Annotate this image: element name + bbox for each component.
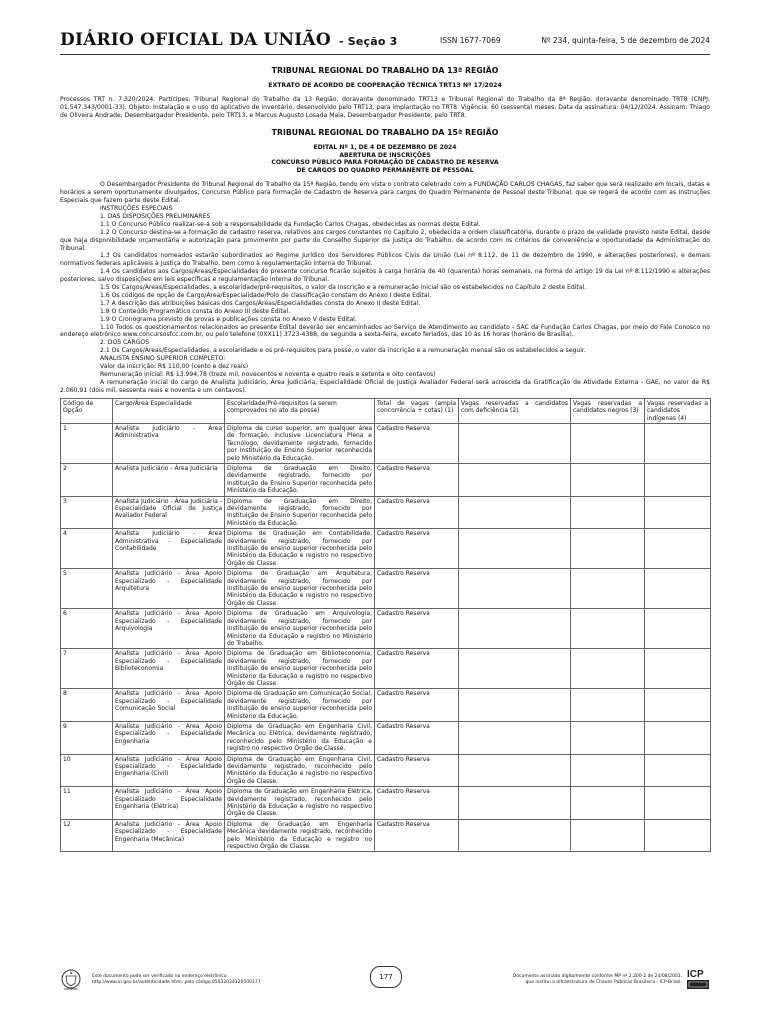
cell-vagas-indigenas [645, 721, 711, 754]
cell-code: 10 [61, 754, 113, 787]
cell-vagas-deficiencia [459, 649, 571, 689]
cell-vagas-deficiencia [459, 569, 571, 609]
cell-total-vagas: Cadastro Reserva [375, 787, 459, 820]
cell-escolaridade: Diploma de Graduação em Contabilidade, devidamente registrado, fornecido por instituição de ensino superior reconhecida pelo Ministério da Educação e registro no respectivo Órgão de Classe. [225, 529, 375, 569]
cell-vagas-negros [571, 463, 645, 496]
cell-escolaridade: Diploma de Graduação em Arquitetura, devidamente registrado, fornecido por instituição de ensino superior reconhecida pelo Ministério da Educação e registro no respectivo Órgão de Classe. [225, 569, 375, 609]
cell-total-vagas: Cadastro Reserva [375, 529, 459, 569]
col-header: Cargo/Área Especialidade [113, 398, 225, 423]
cell-vagas-negros [571, 819, 645, 852]
coat-of-arms-icon [60, 968, 82, 992]
verification-line-2: http://www.in.gov.br/autenticidade.html, pelo código 05032024120500177 [92, 980, 261, 985]
edital-intro: O Desembargador Presidente do Tribunal Regional do Trabalho da 15ª Região, tendo em vista o contrato celebrado com a FUNDAÇÃO CARLOS CHAGAS, faz saber que será realizado em locais, datas e horários a serem oportunamente divulgados, Concurso Público para formação de Cadastro de Reserva para cargos do Quadro Permanente de Pessoal deste Tribunal, que se regerá de acordo com as Instruções Especiais que fazem parte deste Edital. [60, 181, 710, 205]
remuneracao-inicial: Remuneração inicial: R$ 13.994,78 (treze mil, novecentos e noventa e quatro reais e setenta e oito centavos) [100, 371, 436, 378]
cell-vagas-deficiencia [459, 754, 571, 787]
page-content [60, 62, 710, 852]
table-row [61, 819, 711, 852]
cell-total-vagas: Cadastro Reserva [375, 609, 459, 649]
cell-escolaridade: Diploma de Graduação em Engenharia Civil, Mecânica ou Elétrica, devidamente registrado, reconhecido pelo Ministério da Educação e registro no respectivo Órgão de Classe. [225, 721, 375, 754]
cell-vagas-indigenas [645, 423, 711, 463]
journal-title: DIÁRIO OFICIAL DA UNIÃO - Seção 3 [60, 30, 398, 50]
cell-code: 4 [61, 529, 113, 569]
item-1-10: 1.10 Todos os questionamentos relacionados ao presente Edital deverão ser encaminhados ao Serviço de Atendimento ao candidato - SAC da Fundação Carlos Chagas, por meio do Fale Conosco no endereço eletrônico www.concursosfcc.com.br, ou pelo telefone (0XX11) 3723-4388, de segunda a sexta-feira, exceto feriados, das 10 às 16 horas (horário de Brasília). [60, 323, 710, 339]
instrucoes-heading: INSTRUÇÕES ESPECIAIS [100, 204, 173, 212]
cell-cargo: Analista Judiciário - Área Apoio Especializado - Especialidade Comunicação Social [113, 689, 225, 722]
cell-escolaridade: Diploma de Graduação em Direito, devidamente registrado, fornecido por Instituição de Ensino Superior reconhecida pelo Ministério da Educação. [225, 496, 375, 529]
cell-vagas-negros [571, 649, 645, 689]
table-row [61, 423, 711, 463]
cell-vagas-deficiencia [459, 463, 571, 496]
valor-inscricao: Valor da inscrição: R$ 110,00 (cento e dez reais) [100, 363, 249, 371]
cell-code: 6 [61, 609, 113, 649]
col-header: Vagas reservadas a candidatos negros (3) [571, 398, 645, 423]
cell-cargo: Analista Judiciário - Área Apoio Especializado - Especialidade Arquitetura [113, 569, 225, 609]
cell-escolaridade: Diploma de Graduação em Biblioteconomia, devidamente registrado, fornecido por instituição de ensino superior reconhecida pelo Ministério da Educação e registro no respectivo Órgão de Classe. [225, 649, 375, 689]
table-row [61, 754, 711, 787]
cell-vagas-indigenas [645, 463, 711, 496]
cell-cargo: Analista Judiciário - Área Judiciária [113, 463, 225, 496]
cell-code: 12 [61, 819, 113, 852]
table-row [61, 787, 711, 820]
cell-vagas-negros [571, 609, 645, 649]
cell-escolaridade: Diploma de Graduação em Arquivologia, devidamente registrado, fornecido por instituição de ensino superior reconhecida pelo Ministério da Educação e registro no Ministério do Trabalho. [225, 609, 375, 649]
cell-escolaridade: Diploma de Graduação em Engenharia Mecânica devidamente registrado, reconhecido pelo Ministério da Educação e registro no respectivo Órgão de Classe. [225, 819, 375, 852]
cell-total-vagas: Cadastro Reserva [375, 689, 459, 722]
table-row [61, 529, 711, 569]
cell-escolaridade: Diploma de Graduação em Direito, devidamente registrado, fornecido por Instituição de Ensino Superior reconhecida pelo Ministério da Educação. [225, 463, 375, 496]
cell-vagas-indigenas [645, 569, 711, 609]
edital-heading-3: CONCURSO PÚBLICO PARA FORMAÇÃO DE CADASTRO DE RESERVA [271, 159, 499, 167]
cell-cargo: Analista Judiciário - Área Apoio Especializado - Especialidade Engenharia (Mecânica) [113, 819, 225, 852]
cell-vagas-negros [571, 496, 645, 529]
cell-vagas-negros [571, 569, 645, 609]
cell-code: 3 [61, 496, 113, 529]
cell-cargo: Analista Judiciário - Área Apoio Especializado - Especialidade Engenharia (Elétrica) [113, 787, 225, 820]
cell-total-vagas: Cadastro Reserva [375, 569, 459, 609]
cell-vagas-negros [571, 721, 645, 754]
extrato-heading: EXTRATO DE ACORDO DE COOPERAÇÃO TÉCNICA TRT13 Nº 17/2024 [268, 82, 502, 89]
signature-line-1: Documento assinado digitalmente conforme MP nº 2.200-2 de 24/08/2001, [512, 974, 682, 979]
issue-number-date: Nº 234, quinta-feira, 5 de dezembro de 2024 [541, 36, 710, 45]
edital-heading-4: DE CARGOS DO QUADRO PERMANENTE DE PESSOAL [296, 167, 474, 175]
cell-vagas-deficiencia [459, 819, 571, 852]
org-heading-trt13: TRIBUNAL REGIONAL DO TRABALHO DA 13ª REGIÃO [271, 66, 499, 75]
cell-vagas-negros [571, 529, 645, 569]
col-header: Código de Opção [61, 398, 113, 423]
cell-code: 1 [61, 423, 113, 463]
col-header: Escolaridade/Pré-requisitos (a serem comprovados no ato da posse) [225, 398, 375, 423]
cell-escolaridade: Diploma de Graduação em Engenharia Civil, devidamente registrado, reconhecido pelo Ministério da Educação e registro no respectivo Órgão de Classe. [225, 754, 375, 787]
cell-vagas-indigenas [645, 496, 711, 529]
cell-vagas-deficiencia [459, 609, 571, 649]
cell-vagas-deficiencia [459, 787, 571, 820]
table-row [61, 649, 711, 689]
cell-escolaridade: Diploma de Graduação em Engenharia Elétrica, devidamente registrado, reconhecido pelo Ministério da Educação e registro no respectivo Órgão de Classe. [225, 787, 375, 820]
signature-note [442, 974, 682, 986]
edital-heading-2: ABERTURA DE INSCRIÇÕES [339, 151, 431, 159]
cell-vagas-negros [571, 689, 645, 722]
item-1-4: 1.4 Os candidatos aos Cargos/Áreas/Especialidades do presente concurso ficarão sujeitos à carga horária de 40 (quarenta) horas semanais, na forma do artigo 19 da Lei nº 8.112/1990 e alterações posteriores, salvo disposições em leis específicas e regulamentação interna do Tribunal. [60, 268, 710, 284]
cell-vagas-indigenas [645, 689, 711, 722]
table-header-row [61, 398, 711, 423]
cell-code: 9 [61, 721, 113, 754]
cell-total-vagas: Cadastro Reserva [375, 721, 459, 754]
cell-cargo: Analista Judiciário - Área Apoio Especializado - Especialidade Engenharia [113, 721, 225, 754]
remuneracao-gae: A remuneração inicial do cargo de Analista Judiciário, Área Judiciária, Especialidade Oficial de Justiça Avaliador Federal será acrescida da Gratificação de Atividade Externa - GAE, no valor de R$ 2.060,91 (dois mil, sessenta reais e noventa e um centavos). [60, 378, 710, 394]
page-header [60, 30, 710, 55]
cell-total-vagas: Cadastro Reserva [375, 754, 459, 787]
col-header: Vagas reservadas a candidatos indígenas (4) [645, 398, 711, 423]
item-1-2: 1.2 O Concurso destina-se a formação de cadastro reserva, relativos aos cargos constantes no Capítulo 2, obedecida a ordem classificatória, durante o prazo de validade previsto neste Edital, desde que haja disponibilidade orçamentária e autorização para provimento por parte do Conselho Superior da Justiça do Trabalho, de acordo com os critérios de conveniência e oportunidade da Administração do Tribunal. [60, 228, 710, 252]
cell-vagas-negros [571, 754, 645, 787]
cell-escolaridade: Diploma de curso superior, em qualquer área de formação, inclusive Licenciatura Plena e Tecnólogo, devidamente registrado, fornecido por Instituição de Ensino Superior reconhecida pelo Ministério da Educação. [225, 423, 375, 463]
cell-vagas-indigenas [645, 819, 711, 852]
item-1-9: 1.9 O Cronograma previsto de provas e publicações consta no Anexo V deste Edital. [100, 315, 357, 323]
cell-code: 7 [61, 649, 113, 689]
section-1-heading: 1. DAS DISPOSIÇÕES PRELIMINARES [100, 212, 211, 220]
cell-vagas-negros [571, 787, 645, 820]
cell-cargo: Analista Judiciário - Área Apoio Especializado - Especialidade Engenharia (Civil) [113, 754, 225, 787]
icp-brasil-logo [686, 966, 710, 994]
cell-total-vagas: Cadastro Reserva [375, 463, 459, 496]
cell-cargo: Analista Judiciário - Área Apoio Especializado - Especialidade Arquivologia [113, 609, 225, 649]
item-1-1: 1.1 O Concurso Público realizar-se-á sob a responsabilidade da Fundação Carlos Chagas, obedecidas as normas deste Edital. [100, 220, 481, 228]
table-row [61, 569, 711, 609]
analista-heading: ANALISTA ENSINO SUPERIOR COMPLETO: [100, 355, 226, 363]
item-1-5: 1.5 Os Cargos/Áreas/Especialidades, a escolaridade/pré-requisitos, o valor da inscrição e a remuneração inicial são os estabelecidos no Capítulo 2 deste Edital. [100, 284, 587, 292]
cell-code: 2 [61, 463, 113, 496]
cell-total-vagas: Cadastro Reserva [375, 423, 459, 463]
cell-total-vagas: Cadastro Reserva [375, 649, 459, 689]
cell-vagas-indigenas [645, 787, 711, 820]
cell-total-vagas: Cadastro Reserva [375, 819, 459, 852]
section-2-heading: 2. DOS CARGOS [100, 339, 150, 347]
extrato-body: Processos TRT n. 7.320/2024. Partícipes: Tribunal Regional do Trabalho da 13 Região, doravante denominado TRT13 e Tribunal Regional do Trabalho da 8ª Região, doravante denominado TRT8 (CNPJ: 01.547.343/0001-33). Objeto: Instalação e o uso do aplicativo de inventário, desenvolvido pelo TRT13, para implantação no TRT8. Vigência: 60 (sessenta) meses. Data da assinatura: 04/12/2024. Assinam: Thiago de Oliveira Andrade, Desembargador Presidente, pelo TRT13, e Marcus Augusto Losada Maia, Desembargador Presidente, pelo TRT8. [60, 95, 710, 119]
cell-vagas-negros [571, 423, 645, 463]
cargos-table [60, 398, 711, 853]
cell-vagas-deficiencia [459, 496, 571, 529]
cell-code: 5 [61, 569, 113, 609]
table-row [61, 721, 711, 754]
edital-heading-1: EDITAL Nº 1, DE 4 DE DEZEMBRO DE 2024 [313, 143, 457, 151]
item-1-6: 1.6 Os códigos de opção de Cargo/Área/Especialidade/Polo de classificação constam do Anexo I deste Edital. [100, 291, 432, 299]
item-1-7: 1.7 A descrição das atribuições básicas dos Cargos/Áreas/Especialidades consta do Anexo II deste Edital. [100, 299, 421, 307]
cell-vagas-deficiencia [459, 529, 571, 569]
cell-cargo: Analista Judiciário - Área Administrativa [113, 423, 225, 463]
table-row [61, 496, 711, 529]
col-header: Vagas reservadas a candidatos com deficiência (2) [459, 398, 571, 423]
cell-cargo: Analista Judiciário - Área Judiciária - Especialidade Oficial de Justiça Avaliador Federal [113, 496, 225, 529]
org-heading-trt15: TRIBUNAL REGIONAL DO TRABALHO DA 15ª REGIÃO [271, 127, 499, 137]
table-row [61, 609, 711, 649]
item-2-1: 2.1 Os Cargos/Áreas/Especialidades, a escolaridade e os pré-requisitos para posse, o valor da inscrição e a remuneração mensal são os estabelecidos a seguir. [100, 347, 586, 355]
cell-vagas-indigenas [645, 609, 711, 649]
cell-vagas-deficiencia [459, 689, 571, 722]
table-row [61, 689, 711, 722]
item-1-3: 1.3 Os candidatos nomeados estarão subordinados ao Regime Jurídico dos Servidores Públicos Civis da União (Lei nº 8.112, de 11 de dezembro de 1990, e alterações posteriores), e demais normativos federais aplicáveis à Justiça do Trabalho, bem como à regulamentação interna do Tribunal. [60, 252, 710, 268]
cell-code: 8 [61, 689, 113, 722]
cell-code: 11 [61, 787, 113, 820]
cell-cargo: Analista Judiciário - Área Apoio Especializado - Especialidade Biblioteconomia [113, 649, 225, 689]
cell-escolaridade: Diploma de Graduação em Comunicação Social, devidamente registrado, fornecido por instituição de ensino superior reconhecida pelo Ministério da Educação. [225, 689, 375, 722]
cell-cargo: Analista Judiciário - Área Administrativa - Especialidade Contabilidade [113, 529, 225, 569]
page-footer [60, 964, 710, 1004]
item-1-8: 1.8 O Conteúdo Programático consta do Anexo III deste Edital. [100, 307, 291, 315]
cell-total-vagas: Cadastro Reserva [375, 496, 459, 529]
cell-vagas-indigenas [645, 649, 711, 689]
verification-note [92, 974, 332, 986]
section-label: - Seção 3 [338, 35, 398, 48]
cell-vagas-deficiencia [459, 721, 571, 754]
verification-line-1: Este documento pode ser verificado no endereço eletrônico [92, 974, 227, 979]
cell-vagas-indigenas [645, 529, 711, 569]
cell-vagas-indigenas [645, 754, 711, 787]
issn: ISSN 1677-7069 [440, 36, 501, 45]
cell-vagas-deficiencia [459, 423, 571, 463]
page-number: 177 [370, 966, 402, 988]
signature-line-2: que institui a Infraestrutura de Chaves Públicas Brasileira - ICP-Brasil. [525, 980, 682, 985]
table-row [61, 463, 711, 496]
svg-text:ICP: ICP [687, 969, 704, 980]
col-header: Total de vagas (ampla concorrência + cotas) (1) [375, 398, 459, 423]
